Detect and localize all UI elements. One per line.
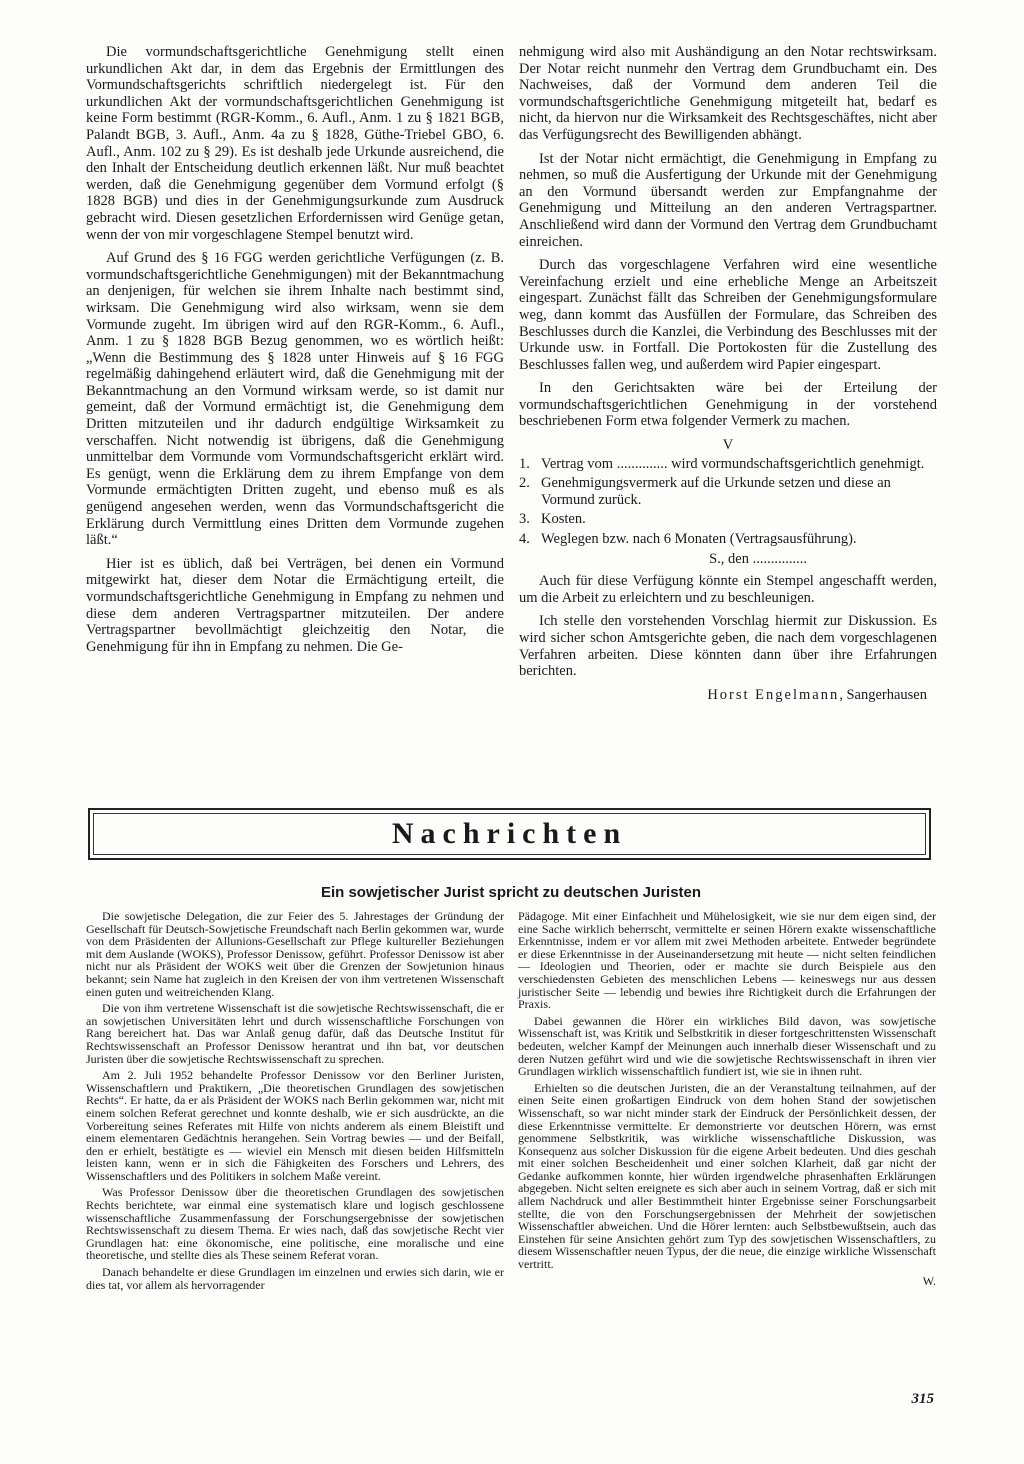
list-item (519, 531, 937, 548)
date-line: S., den ............... (709, 550, 807, 567)
author-signature (519, 687, 927, 704)
step-text: Kosten. (541, 511, 586, 528)
list-item (519, 511, 937, 528)
step-number: 1. (519, 455, 530, 472)
step-text: Vertrag vom .............. wird vormundschaftsgerichtlich genehmigt. (541, 455, 925, 472)
author-place: , Sangerhausen (839, 686, 927, 703)
paragraph: Ich stelle den vorstehenden Vorschlag hiermit zur Diskussion. Es wird sicher schon Amtsgerichte geben, die nach dem vorgeschlagenen Verfahren arbeiten. Diese könnten dann über ihre Erfahrungen berichten. (519, 613, 937, 680)
v-mark: V (722, 437, 734, 454)
paragraph: nehmigung wird also mit Aushändigung an den Notar rechtswirksam. Der Notar reicht nunmehr den Vertrag dem Grundbuchamt ein. Des Nachweises, daß der Vormund dem anderen Teil die vormundschaftsgerichtliche Genehmigung mitgeteilt hat, bedarf es nicht, da hiervon nur die Wirksamkeit des Rechtsgeschäftes, nicht aber das Verfügungsrecht des Bewilligenden abhängt. (519, 44, 937, 143)
step-number: 3. (519, 511, 530, 528)
paragraph: Auch für diese Verfügung könnte ein Stempel angeschafft werden, um die Arbeit zu erleichtern und zu beschleunigen. (519, 573, 937, 606)
paragraph: Die von ihm vertretene Wissenschaft ist die sowjetische Rechtswissenschaft, die er an sowjetischen Universitäten lehrt und durch wissenschaftliche Forschungen von Rang bereichert hat. Das war Anlaß genug dafür, daß das Deutsche Institut für Rechtswissenschaft an Professor Denissow herantrat und ihn bat, vor deutschen Juristen über die sowjetische Rechtswissenschaft zu sprechen. (86, 1001, 504, 1066)
paragraph: Auf Grund des § 16 FGG werden gerichtliche Verfügungen (z. B. vormundschaftsgerichtliche Genehmigungen) mit der Bekanntmachung an denjenigen, für welchen sie ihrem Inhalte nach bestimmt sind, wirksam. Die Genehmigung wird also wirksam, wenn sie dem Vormunde zugeht. Im übrigen wird auf den RGR-Komm., 6. Aufl., Anm. 1 zu § 1828 BGB Bezug genommen, wo es wörtlich heißt: „Wenn die Bestimmung des § 1828 unter Hinweis auf § 16 FGG regelmäßig dahingehend erläutert wird, daß die Genehmigung mit der Bekanntmachung an den Vormund wirksam werde, so ist damit nur gemeint, daß der Vormund ermächtigt ist, die Genehmigung dem Dritten mitzuteilen und ihr dadurch endgültige Wirksamkeit zu verschaffen. Nicht notwendig ist übrigens, daß die Genehmigung unmittelbar dem Vormunde vom Vormundschaftsgericht erklärt wird. Es genügt, wenn die Erklärung dem zu ihrem Empfange von dem Vormunde ermächtigten Dritten zugeht, und ebenso muß es als genügend angesehen werden, wenn das Vormundschaftsgericht die Erklärung durch Vermittlung eines Dritten dem Vormunde zugehen läßt.“ (86, 250, 504, 549)
author-name: Horst Engelmann (707, 686, 840, 703)
article-signature: W. (922, 1273, 936, 1288)
paragraph: Die sowjetische Delegation, die zur Feier des 5. Jahrestages der Gründung der Gesellschaft für Deutsch-Sowjetische Freundschaft nach Berlin gekommen war, wurde von dem Präsidenten der Allunions-Gesellschaft zur Pflege kultureller Beziehungen mit dem Auslande (WOKS), Professor Denissow, geführt. Professor Denissow ist aber nicht nur als Präsident der WOKS weit über die Grenzen der Sowjetunion hinaus bekannt; sein Name hat zugleich in den Kreisen der von ihm vertretenen Wissenschaft einen guten und weitreichenden Klang. (86, 909, 504, 999)
paragraph: Erhielten so die deutschen Juristen, die an der Veranstaltung teilnahmen, auf der einen Seite einen großartigen Eindruck von dem hohen Stand der sowjetischen Wissenschaft, so war nicht minder stark der Eindruck der Persönlichkeit dessen, der diese Erkenntnisse vermittelte. Er demonstrierte vor deutschen Hörern, was ernst genommene Selbstkritik, was wirkliche wissenschaftliche Diskussion, was Konsequenz aus solcher Diskussion für die eigene Arbeit bedeuten. Und dies geschah mit einer solchen Bescheidenheit und einer solchen Klarheit, daß gar nicht der Gedanke aufkommen konnte, hier würden irgendwelche phrasenhaften Erklärungen abgegeben. Nicht selten ereignete es sich aber auch in seinem Vortrag, daß er sich mit allem Nachdruck und aller Bestimmtheit hinter Ergebnisse seiner Forschungsarbeit stellte, die von den Forschungsergebnissen der Mehrheit der sowjetischen Wissenschaftler abweichen. Und die Hörer lernten: auch Selbstbewußtsein, auch das Einstehen für seine Ansichten gehört zum Typ des sowjetischen Wissenschaftlers, zu diesem Wissenschaftler neuen Typus, der die neue, die einzige wirkliche Wissenschaft vertritt. (518, 1080, 936, 1272)
paragraph: Durch das vorgeschlagene Verfahren wird eine wesentliche Vereinfachung erzielt und eine erhebliche Menge an Arbeitszeit eingespart. Zunächst fällt das Schreiben der Genehmigungsformulare weg, dann kommt das Ausfüllen der Formulare, das Schreiben des Beschlusses durch die Kanzlei, die Verbindung des Beschlusses mit der Urkunde usw. in Fortfall. Die Portokosten für die Zustellung des Beschlusses fallen weg, und außerdem wird Papier eingespart. (519, 257, 937, 373)
top-right-column (519, 44, 937, 703)
article-heading: Ein sowjetischer Jurist spricht zu deutschen Juristen (320, 884, 702, 901)
paragraph: Was Professor Denissow über die theoretischen Grundlagen des sowjetischen Rechts berichtete, war einmal eine systematisch klare und logisch geschlossene wissenschaftliche Zusammenfassung der Forschungsergebnisse der sowjetischen Rechtswissenschaft zu diesem Thema. Er wies nach, daß das sowjetische Recht vier Grundlagen hat: eine ökonomische, eine politische, eine moralische und eine theoretische, und stellte dies als These seinem Referat voran. (86, 1185, 504, 1263)
paragraph: Ist der Notar nicht ermächtigt, die Genehmigung in Empfang zu nehmen, so muß die Ausfertigung der Urkunde mit der Genehmigung an den Vormund übersandt werden zur Empfangnahme der Genehmigung und Mitteilung an den anderen Vertragspartner. Anschließend wird dann der Vormund den Vertrag dem Grundbuchamt einreichen. (519, 150, 937, 250)
paragraph: Die vormundschaftsgerichtliche Genehmigung stellt einen urkundlichen Akt dar, in dem das Ergebnis der Ermittlungen des Vormundschaftsgerichts schriftlich niedergelegt ist. Für den urkundlichen Akt der vormundschaftsgerichtlichen Genehmigung ist keine Form bestimmt (RGR-Komm., 6. Aufl., Anm. 1 zu § 1821 BGB, Palandt BGB, 3. Aufl., Anm. 4a zu § 1828, Güthe-Triebel GBO, 6. Aufl., Anm. 102 zu § 29). Es ist deshalb jede Urkunde ausreichend, die den Inhalt der Entscheidung deutlich erkennen läßt. Nur muß beachtet werden, daß die Genehmigung gegenüber dem Vormund erfolgt (§ 1828 BGB) und dies in der Genehmigungsurkunde zum Ausdruck gebracht wird. Diesen gesetzlichen Erfordernissen wird Genüge getan, wenn der von mir vorgeschlagene Stempel benutzt wird. (86, 44, 504, 243)
paragraph: Am 2. Juli 1952 behandelte Professor Denissow vor den Berliner Juristen, Wissenschaftlern und Praktikern, „Die theoretischen Grundlagen des sowjetischen Rechts“. Er hatte, da er als Präsident der WOKS nach Berlin gekommen war, nicht mit einem solchen Referat gerechnet und konnte deshalb, wie er sich ausdrückte, an die Vorbereitung seines Referates mit Hilfe von nichts anderem als einem Bleistift und einem elementaren Gedächtnis herangehen. Sein Vortrag bewies — und der Beifall, den er erhielt, bestätigte es — wieviel ein Mensch mit diesen beiden Hilfsmitteln leisten kann, wenn er in sich die Fähigkeiten des Forschers und Lehrers, des Wissenschaftlers und des Politikers in solchem Maße vereint. (86, 1068, 504, 1183)
section-title: Nachrichten (391, 817, 628, 850)
paragraph: Pädagoge. Mit einer Einfachheit und Mühelosigkeit, wie sie nur dem eigen sind, der eine Sache wirklich beherrscht, vermittelte er seinen Hörern exakte wissenschaftliche Erkenntnisse, indem er vor allem mit zwei Methoden arbeitete. Entweder begründete er diese Erkenntnisse in der Auseinandersetzung mit heute — nicht selten feindlichen — Ideologien und Theorien, oder er machte sie durch Beispiele aus den verschiedensten Gebieten des menschlichen Lebens — keineswegs nur aus dessen juristischer Seite — lebendig und bewies ihre Richtigkeit durch die Erfahrungen der Praxis. (518, 909, 936, 1012)
article-left-column (86, 910, 504, 1295)
page-number: 315 (911, 1391, 934, 1407)
step-text: Genehmigungsvermerk auf die Urkunde setzen und diese an Vormund zurück. (541, 475, 891, 508)
list-item (519, 475, 937, 508)
article-right-column (518, 910, 936, 1287)
paragraph: In den Gerichtsakten wäre bei der Erteilung der vormundschaftsgerichtlichen Genehmigung in der vorstehend beschriebenen Form etwa folgender Vermerk zu machen. (519, 380, 937, 430)
paragraph: Dabei gewannen die Hörer ein wirkliches Bild davon, was sowjetische Wissenschaft ist, was Kritik und Selbstkritik in dieser fortgeschrittensten Wissenschaft bedeuten, welcher Kampf der Meinungen auch innerhalb dieser Wissenschaft und zu deren Nutzen geführt wird und wie die sowjetische Rechtswissenschaft in ihren vier Grundlagen wirklich wissenschaftlich fundiert ist, wie sie in ihnen ruht. (518, 1013, 936, 1079)
paragraph: Danach behandelte er diese Grundlagen im einzelnen und erwies sich darin, wie er dies tat, vor allem als hervorragender (86, 1265, 504, 1292)
paragraph: Hier ist es üblich, daß bei Verträgen, bei denen ein Vormund mitgewirkt hat, dieser dem Notar die Ermächtigung erteilt, die vormundschaftsgerichtliche Genehmigung in Empfang zu nehmen und diese dem anderen Vertragspartner mitzuteilen. Der andere Vertragspartner bevollmächtigt gleichzeitig den Notar, die Genehmigung für ihn in Empfang zu nehmen. Die Ge- (86, 555, 504, 655)
step-text: Weglegen bzw. nach 6 Monaten (Vertragsausführung). (541, 531, 857, 548)
top-left-column (86, 44, 504, 662)
step-number: 4. (519, 531, 530, 548)
step-list (519, 456, 937, 548)
list-item (519, 456, 937, 473)
section-title-box (88, 808, 931, 860)
step-number: 2. (519, 475, 530, 492)
